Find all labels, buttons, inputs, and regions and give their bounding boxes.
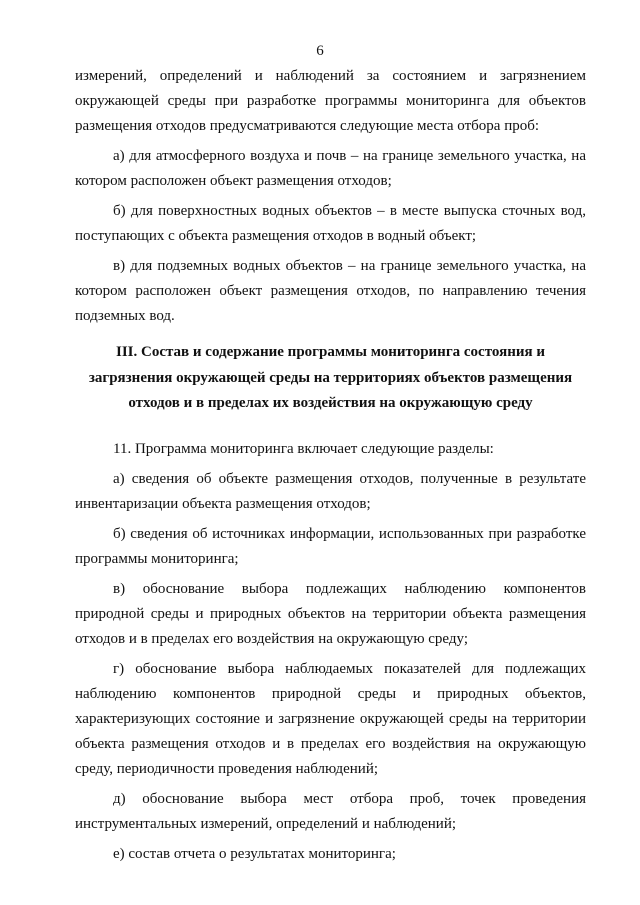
section-heading: III. Состав и содержание программы мониторинга состояния и загрязнения окружающей среды на территориях объектов размещения отходов и в пределах их воздействия на окружающую среду <box>88 344 573 411</box>
program-item-a: а) сведения об объекте размещения отходов, полученные в результате инвентаризации объекта размещения отходов; <box>75 471 586 512</box>
program-item-f: е) состав отчета о результатах мониторинга; <box>113 846 396 862</box>
sampling-item-a: а) для атмосферного воздуха и почв – на границе земельного участка, на котором расположен объект размещения отходов; <box>75 148 586 189</box>
sampling-item-c: в) для подземных водных объектов – на границе земельного участка, на котором расположен объект размещения отходов, по направлению течения подземных вод. <box>75 258 586 324</box>
section-body <box>75 437 586 867</box>
program-item-b: б) сведения об источниках информации, использованных при разработке программы мониторинга; <box>75 526 586 567</box>
program-item-e: д) обоснование выбора мест отбора проб, точек проведения инструментальных измерений, определений и наблюдений; <box>75 791 586 832</box>
page-number: 6 <box>316 43 324 59</box>
program-item-d: г) обоснование выбора наблюдаемых показателей для подлежащих наблюдению компонентов природной среды и природных объектов, характеризующих состояние и загрязнение окружающей среды на территории объекта размещения отходов и в пределах его воздействия на окружающую среду, периодичности проведения наблюдений; <box>75 661 586 777</box>
section-heading-block <box>75 340 586 417</box>
intro-continuation-paragraph: измерений, определений и наблюдений за состоянием и загрязнением окружающей среды при разработке программы мониторинга для объектов размещения отходов предусматриваются следующие места отбора проб: <box>75 68 586 134</box>
program-item-c: в) обоснование выбора подлежащих наблюдению компонентов природной среды и природных объектов на территории объекта размещения отходов и в пределах его воздействия на окружающую среду; <box>75 581 586 647</box>
sampling-item-b: б) для поверхностных водных объектов – в месте выпуска сточных вод, поступающих с объекта размещения отходов в водный объект; <box>75 203 586 244</box>
clause-11: 11. Программа мониторинга включает следующие разделы: <box>113 441 494 457</box>
intro-block <box>75 64 586 329</box>
